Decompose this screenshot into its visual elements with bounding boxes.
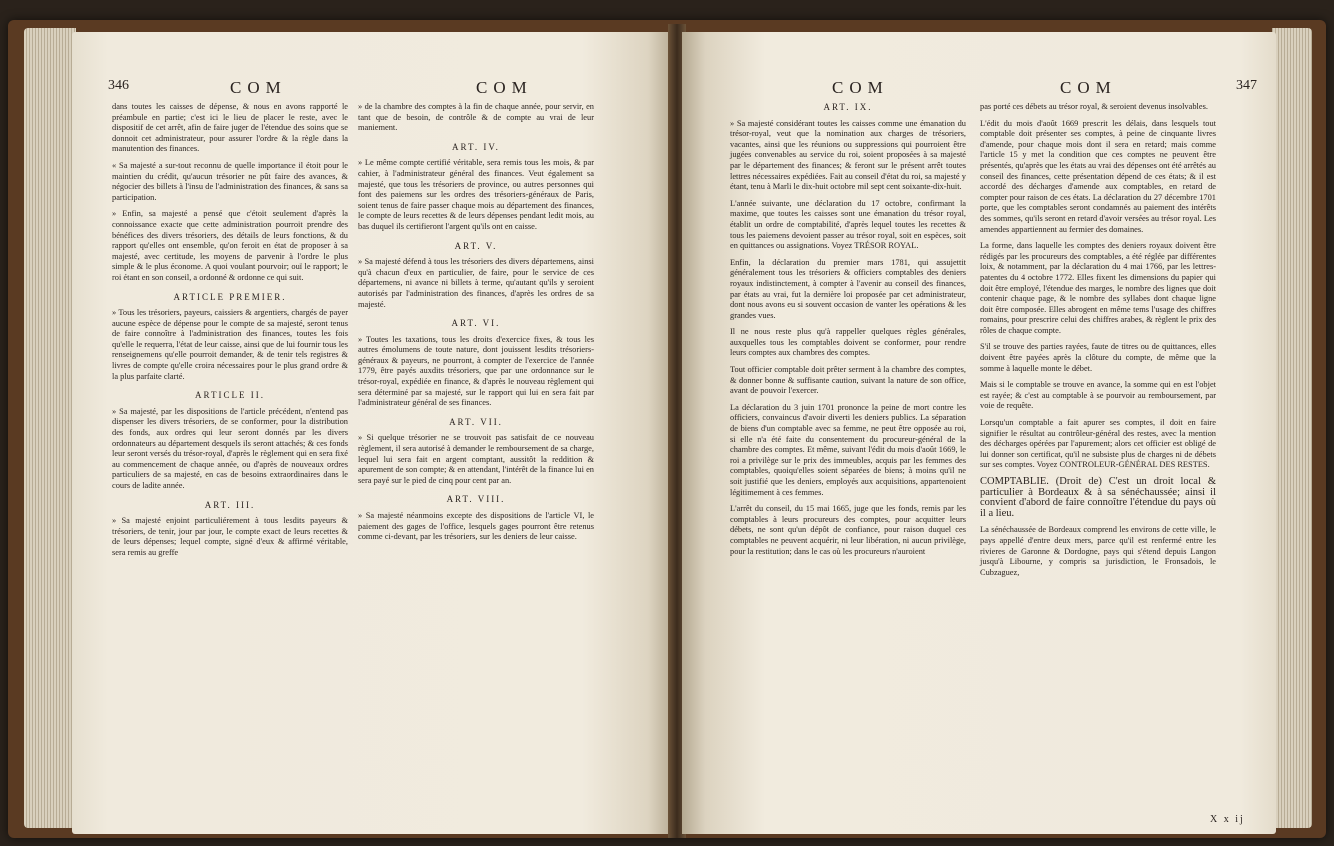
entry-comptablie: COMPTABLIE. (Droit de) C'est un droit local & particulier à Bordeaux & à sa sénéchaussée; ainsi il convient d'abord de faire connoître l'étendue du pays où il a lieu. [980, 476, 1216, 519]
paragraph: » Le même compte certifié véritable, sera remis tous les mois, & par cahier, à l'administrateur général des finances. Veut également sa majesté, que tous les trésoriers de province, ou autres personnes qui font des paiemens sur les ordres des trésoriers-généraux de Paris, soient tenus de faire passer chaque mois au département des finances, le compte de leurs recettes & de leurs dépenses pendant ledit mois, au bas duquel ils certifieront l'argent qu'ils ont en caisse. [358, 158, 594, 231]
article-heading: ART. VII. [449, 416, 503, 427]
paragraph: » Tous les trésoriers, payeurs, caissiers & argentiers, chargés de payer aucune espèce de dépense pour le compte de sa majesté, seront tenus de faire connoître à l'administration des finances, toutes les fois qu'elle le requerra, l'état de leur caisse, ainsi que de lui fournir tous les renseignemens qu'elle pourroit demander, & de tenir tels registres & livres de compte qu'elle croira nécessaires pour le plus grand ordre & la plus parfaite clarté. [112, 308, 348, 381]
left-page-header-1: COM [230, 78, 287, 97]
paragraph: » de la chambre des comptes à la fin de chaque année, pour servir, en tant que de besoin, de contrôle & de compte au vrai de leur maniement. [358, 102, 594, 133]
paragraph: » Sa majesté néanmoins excepte des dispositions de l'article VI, le paiement des gages de l'office, lesquels gages pourront être retenus comme ci-devant, par les trésoriers, sur les deniers de leur caisse. [358, 511, 594, 542]
article-heading: ART. III. [204, 499, 256, 510]
paragraph: L'arrêt du conseil, du 15 mai 1665, juge que les fonds, remis par les comptables à leurs procureurs des comptes, pour acquitter leurs débets, ne sont qu'un dépôt de confiance, pour raison duquel ces comptables ne peuvent acquérir, ni leur libération, ni aucun privilège, pour la restitution; dans le cas où les procureurs n'auroient [730, 504, 966, 556]
paragraph: La sénéchaussée de Bordeaux comprend les environs de cette ville, le pays appellé d'entre deux mers, parce qu'il est renfermé entre les rivieres de Garonne & Dordogne, pays qui s'étend depuis Langon jusqu'à Libourne, y compris sa jurisdiction, le Fronsadois, le Cubzaguez, [980, 525, 1216, 577]
article-heading: ARTICLE II. [195, 390, 265, 401]
paragraph: dans toutes les caisses de dépense, & nous en avons rapporté le préambule en partie; c'est ici le lieu de placer le reste, avec le dispositif de cet arrêt, afin de faire juger de l'étendue des soins que se donnoit cet administrateur, pour assurer l'ordre & la règle dans la manutention des finances. [112, 102, 348, 154]
paragraph: » Sa majesté enjoint particuliérement à tous lesdits payeurs & trésoriers, de tenir, jour par jour, le compte exact de leurs recettes & de leurs dépenses; lequel compte, signé d'eux & affirmé véritable, sera remis au greffe [112, 516, 348, 557]
paragraph: » Si quelque trésorier ne se trouvoit pas satisfait de ce nouveau règlement, il sera autorisé à demander le remboursement de sa charge, lequel lui sera fait en argent comptant, aussitôt la reddition & apurement de son compte; & en attendant, l'intérêt de la finance lui en sera payé sur le pied de cinq pour cent par an. [358, 433, 594, 485]
left-page-column-2 [358, 102, 594, 549]
signature-mark: X x ij [1210, 814, 1245, 825]
right-page-header-1: COM [832, 78, 889, 97]
right-page-column-1 [730, 102, 966, 563]
left-page-header-2: COM [476, 78, 533, 97]
paragraph: Mais si le comptable se trouve en avance, la somme qui en est l'objet est rayée; & c'est au comptable à se pourvoir au remboursement, par voie de requête. [980, 380, 1216, 411]
paragraph: La forme, dans laquelle les comptes des deniers royaux doivent être rédigés par les procureurs des comptables, a été réglée par différentes loix, & notamment, par la déclaration du 4 mai 1766, par les lettres-patentes du 4 octobre 1772. Elles fixent les dimensions du papier qui doit être employé, l'étendue des marges, le nombre des lignes que doit contenir chaque page, & le nombre des syllabes dont chaque ligne doit être composée. Elles abrogent en même tems l'usage des chiffres romains, pour prescrire celui des chiffres arabes, & règlent le prix des rôles de chaque compte. [980, 241, 1216, 335]
paragraph: Lorsqu'un comptable a fait apurer ses comptes, il doit en faire signifier le résultat au contrôleur-général des restes, avec la mention des décharges opérées par l'apurement; alors cet officier est obligé de lui donner son certificat, qu'il ne subsiste plus de charges ni de débets sur ses comptes. Voyez CONTROLEUR-GÉNÉRAL DES RESTES. [980, 418, 1216, 470]
right-page [682, 32, 1276, 834]
paragraph: pas porté ces débets au trésor royal, & seroient devenus insolvables. [980, 102, 1208, 111]
paragraph: L'année suivante, une déclaration du 17 octobre, confirmant la maxime, que toutes les caisses sont une émanation du trésor royal, établit un ordre de comptabilité, d'après lequel toutes les recettes & tous les paiemens devoient passer au trésor royal, soit en espèces, soit en quittances ou assignations. Voyez TRÉSOR ROYAL. [730, 198, 966, 251]
paragraph: S'il se trouve des parties rayées, faute de titres ou de quittances, elles doivent être payées après la clôture du compte, de même que la somme à laquelle monte le débet. [980, 342, 1216, 373]
right-page-number: 347 [1236, 78, 1257, 93]
paragraph: Enfin, la déclaration du premier mars 1781, qui assujettit généralement tous les trésoriers & officiers comptables des deniers royaux indistinctement, à compter à l'avenir au conseil des finances, par états au vrai, fut la dernière loi proposée par cet administrateur, dont nous avons eu si souvent occasion de vanter les opérations & les grandes vues. [730, 257, 966, 320]
right-page-header-2: COM [1060, 78, 1117, 97]
paragraph: » Sa majesté, par les dispositions de l'article précédent, n'entend pas dispenser les divers trésoriers, de se conformer, pour la distribution des fonds, aux ordres qui leur seront donnés par les divers ordonnateurs au département desquels ils seront attachés; & ces fonds leur seront versés du trésor-royal, d'après le règlement qui en sera fixé au commencement de chaque année, ou d'après de nouveaux ordres particuliers de sa majesté, en cas de besoins extraordinaires dans le cours de ladite année. [112, 406, 348, 490]
paragraph: Il ne nous reste plus qu'à rappeller quelques règles générales, auxquelles tous les comptables doivent se conformer, pour rendre leurs comptes aux chambres des comptes. [730, 327, 966, 358]
paragraph: La déclaration du 3 juin 1701 prononce la peine de mort contre les officiers, convaincus d'avoir diverti les deniers publics. La séparation de biens d'un comptable avec sa femme, ne peut être opposée au roi, si elle n'a été faite du consentement du procureur-général de la chambre des comptes. Et même, suivant l'édit du mois d'août 1669, le roi a privilège sur le prix des immeubles, acquis par les femmes des comptables, quoiqu'elles soient séparées de biens; à moins qu'il ne soit justifié que les deniers, employés aux acquisitions, appartenoient légitimement à ces femmes. [730, 402, 966, 497]
article-heading: ARTICLE PREMIER. [173, 291, 287, 302]
article-heading: ART. VI. [451, 318, 501, 329]
left-page-number: 346 [108, 78, 129, 93]
article-heading: ART. IX. [823, 102, 873, 112]
open-book [8, 14, 1326, 840]
paragraph: » Sa majesté considérant toutes les caisses comme une émanation du trésor-royal, veut que la nomination aux charges de trésoriers, vacantes, ainsi que les réunions ou suppressions qui pourroient être jugées convenables au service du roi, soient proposées à sa majesté par le département des finances; & feront sur le présent arrêt toutes lettres nécessaires expédiées. Fait au conseil d'état du roi, sa majesté y étant, tenu à Marli le dix-huit octobre mil sept cent soixante-dix-huit. [730, 118, 966, 192]
article-heading: ART. VIII. [446, 494, 506, 505]
left-page-column-1 [112, 102, 348, 565]
article-heading: ART. IV. [452, 141, 500, 152]
paragraph: Tout officier comptable doit prêter serment à la chambre des comptes, & donner bonne & suffisante caution, suivant la nature de son office, avant de pouvoir l'exercer. [730, 365, 966, 396]
paragraph: » Enfin, sa majesté a pensé que c'étoit seulement d'après la connoissance exacte que cette administration pourroit prendre des bénéfices des divers trésoriers, des détails de leurs fonctions, & du rapport qu'elles ont ensemble, qu'on feroit en état de proposer à sa majesté, avec certitude, les moyens de parvenir à l'ordre le plus simple & le plus économe. A quoi voulant pourvoir; ouï le rapport; le roi étant en son conseil, a ordonné & ordonne ce qui suit. [112, 209, 348, 282]
page-edges-right [1272, 28, 1312, 828]
paragraph: » Toutes les taxations, tous les droits d'exercice fixes, & tous les autres émolumens de toute nature, dont jouissent lesdits trésoriers-généraux & payeurs, ne pourront, à compter de l'exercice de l'année 1779, être payés auxdits trésoriers, que par une ordonnance sur le trésor-royal, expédiée en finance, & d'après le nouveau règlement qui sera déterminé par sa majesté, sur le rapport qui lui en sera fait par l'administrateur général de ses finances. [358, 334, 594, 408]
paragraph: « Sa majesté a sur-tout reconnu de quelle importance il étoit pour le maintien du crédit, qu'aucun trésorier ne pût faire des avances, & négocier des billets à l'insu de l'administration des finances, & sans sa participation. [112, 160, 348, 202]
page-edges-left [24, 28, 76, 828]
right-page-column-2 [980, 102, 1216, 584]
paragraph: L'édit du mois d'août 1669 prescrit les délais, dans lesquels tout comptable doit présenter ses comptes, à peine de cinquante livres d'amende, pour chaque mois dont il sera en retard; mais comme l'article 15 y met la condition que ces comptes ne peuvent être présentés, qu'après que les états au vrai des dépenses ont été arrêtés au conseil des finances, cette présentation dépend de ces états; & il est accordé des décharges d'amende aux comptables, en retard de compter pour raison de ces états. La déclaration du 27 décembre 1701 porte, que les comptables seront condamnés au paiement des intérêts des sommes, qu'ils seront en retard d'avoir versées au trésor royal. Les amendes appartiennent au fermier des domaines. [980, 118, 1216, 234]
article-heading: ART. V. [454, 240, 498, 251]
paragraph: » Sa majesté défend à tous les trésoriers des divers départemens, ainsi qu'à chacun d'eux en particulier, de faire, pour le service de ces départemens, ni avance ni billets à terme, qu'autant qu'ils y seroient autorisés par l'administration des finances, d'après les ordres de sa majesté. [358, 257, 594, 309]
left-page [72, 32, 672, 834]
